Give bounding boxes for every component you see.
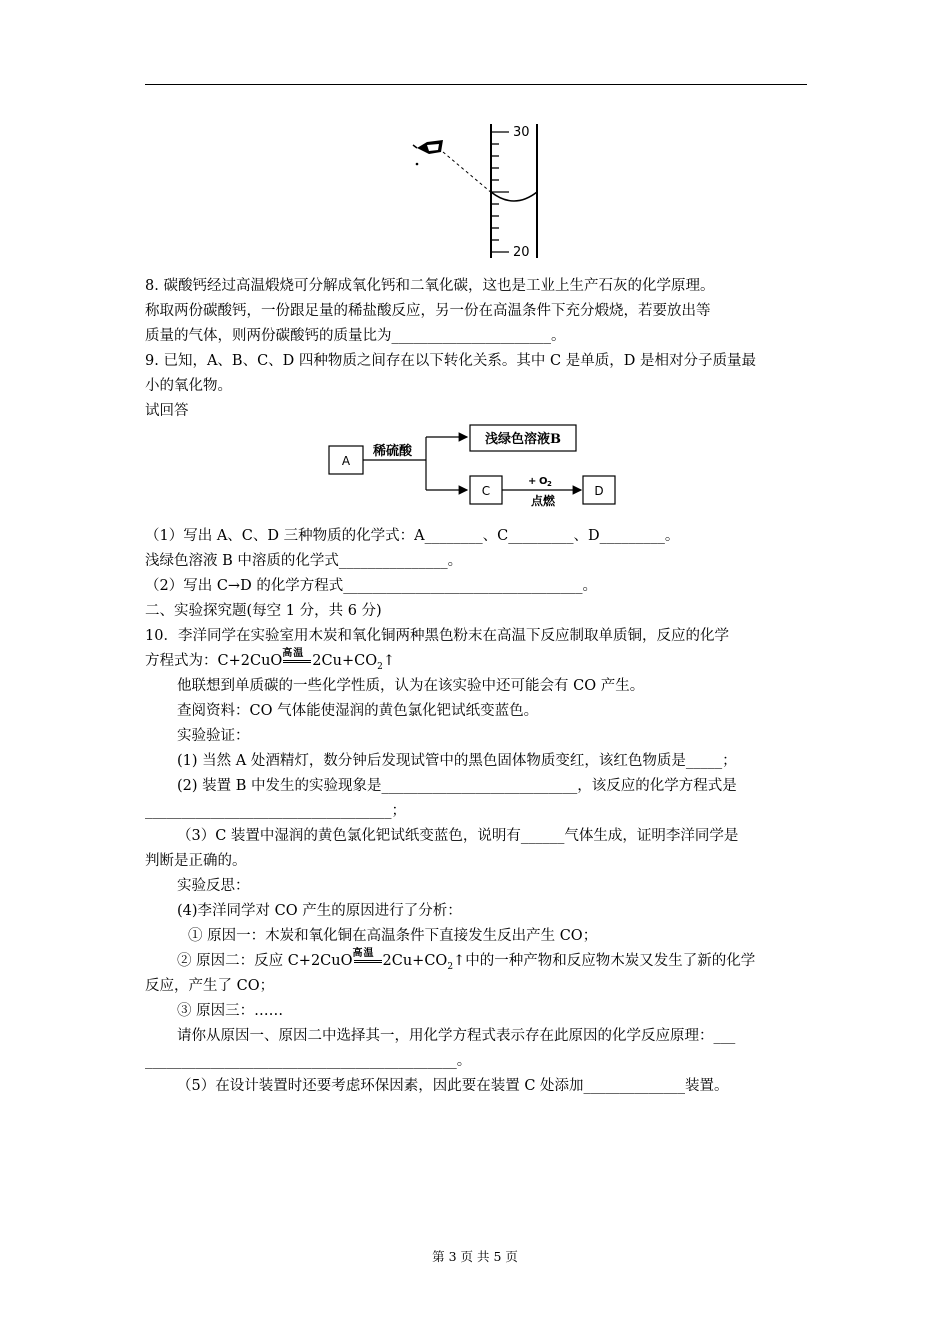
ignite-label: 点燃 (531, 494, 556, 508)
q10-para-2: 查阅资料：CO 气体能使湿润的黄色氯化钯试纸变蓝色。 (177, 703, 539, 719)
oxygen-subscript: 2 (547, 480, 552, 488)
box-a-label: A (341, 454, 351, 468)
q10-reason-2-line (177, 948, 756, 977)
eye-icon (413, 140, 443, 165)
q10-step-4: (4)李洋同学对 CO 产生的原因进行了分析： (177, 903, 462, 919)
box-c-label: C (481, 484, 491, 498)
q10-para-1: 他联想到单质碳的一些化学性质，认为在该实验中还可能会有 CO 产生。 (177, 678, 645, 694)
q10-step-2b: __________________________________； (145, 803, 406, 819)
reason-2-subscript: 2 (447, 961, 454, 972)
q10-ask-a: 请你从原因一、原因二中选择其一，用化学方程式表示存在此原因的化学反应原理：___ (177, 1028, 736, 1044)
reason-2-suffix: ↑中的一种产物和反应物木炭又发生了新的化学 (453, 953, 756, 969)
plus-sign: + (528, 476, 537, 487)
eq-prefix: 方程式为：C+2CuO (145, 653, 283, 669)
header-rule (145, 84, 807, 85)
q10-step-2a: (2) 装置 B 中发生的实验现象是___________________________，该反应的化学方程式是 (177, 778, 737, 794)
oxygen-label: O (539, 476, 548, 487)
conversion-diagram (326, 424, 626, 512)
q10-reason-2b: 反应，产生了 CO； (145, 978, 275, 994)
q10-step-1: (1) 当然 A 处酒精灯，数分钟后发现试管中的黑色固体物质变红，该红色物质是_____； (177, 753, 737, 769)
page-footer: 第 3 页 共 5 页 (432, 1249, 518, 1264)
reason-2-mid: 2Cu+CO (382, 953, 448, 969)
reason-2-prefix: ② 原因二：反应 C+2CuO (177, 953, 353, 969)
eq-condition: 高温 (282, 651, 312, 671)
reagent-label: 稀硫酸 (373, 444, 413, 459)
meniscus (491, 192, 537, 201)
q10-reason-1: ① 原因一：木炭和氧化铜在高温条件下直接发生反出产生 CO； (188, 928, 598, 944)
graduated-cylinder-figure (405, 118, 555, 262)
q9-line-1: 9. 已知，A、B、C、D 四种物质之间存在以下转化关系。其中 C 是单质，D 是相对分子质量最 (145, 353, 756, 369)
section-2-heading: 二、实验探究题(每空 1 分，共 6 分) (145, 603, 382, 619)
tick-label-top: 30 (513, 125, 530, 140)
q10-reason-3: ③ 原因三：…… (177, 1003, 284, 1019)
q8-line-3: 质量的气体，则两份碳酸钙的质量比为______________________。 (145, 328, 566, 344)
q10-line-1: 10．李洋同学在实验室用木炭和氧化铜两种黑色粉末在高温下反应制取单质铜，反应的化学 (145, 628, 729, 644)
eq-suffix: 2Cu+CO (312, 653, 378, 669)
q10-para-3: 实验验证： (177, 728, 250, 744)
q9-answer-1b: 浅绿色溶液 B 中溶质的化学式_______________。 (145, 553, 463, 569)
q9-answer-1: （1）写出 A、C、D 三种物质的化学式：A________、C_________、D_________。 (145, 528, 680, 544)
q8-line-1: 8. 碳酸钙经过高温煅烧可分解成氧化钙和二氧化碳，这也是工业上生产石灰的化学原理。 (145, 278, 715, 294)
scale-ticks (491, 132, 509, 252)
reason-2-condition: 高温 (353, 951, 383, 971)
box-b-label: 浅绿色溶液B (485, 432, 561, 447)
q9-line-3: 试回答 (145, 403, 189, 419)
box-d-label: D (594, 484, 604, 498)
eq-arrow: ↑ (382, 653, 395, 669)
q10-equation-line (145, 648, 395, 677)
eq-subscript: 2 (377, 661, 383, 672)
sight-line (443, 152, 493, 194)
q10-ask-b: ___________________________________________。 (145, 1053, 472, 1069)
q10-reflect: 实验反思： (177, 878, 250, 894)
q8-line-2: 称取两份碳酸钙，一份跟足量的稀盐酸反应，另一份在高温条件下充分煅烧，若要放出等 (145, 303, 711, 319)
tick-label-bottom: 20 (513, 245, 530, 260)
q10-step-3a: （3）C 装置中湿润的黄色氯化钯试纸变蓝色，说明有______气体生成，证明李洋同学是 (177, 828, 739, 844)
q9-answer-2: （2）写出 C→D 的化学方程式_________________________________。 (145, 578, 598, 594)
q10-step-3b: 判断是正确的。 (145, 853, 247, 869)
q9-line-2: 小的氧化物。 (145, 378, 232, 394)
q10-step-5: （5）在设计装置时还要考虑环保因素，因此要在装置 C 处添加______________装置。 (177, 1078, 729, 1094)
